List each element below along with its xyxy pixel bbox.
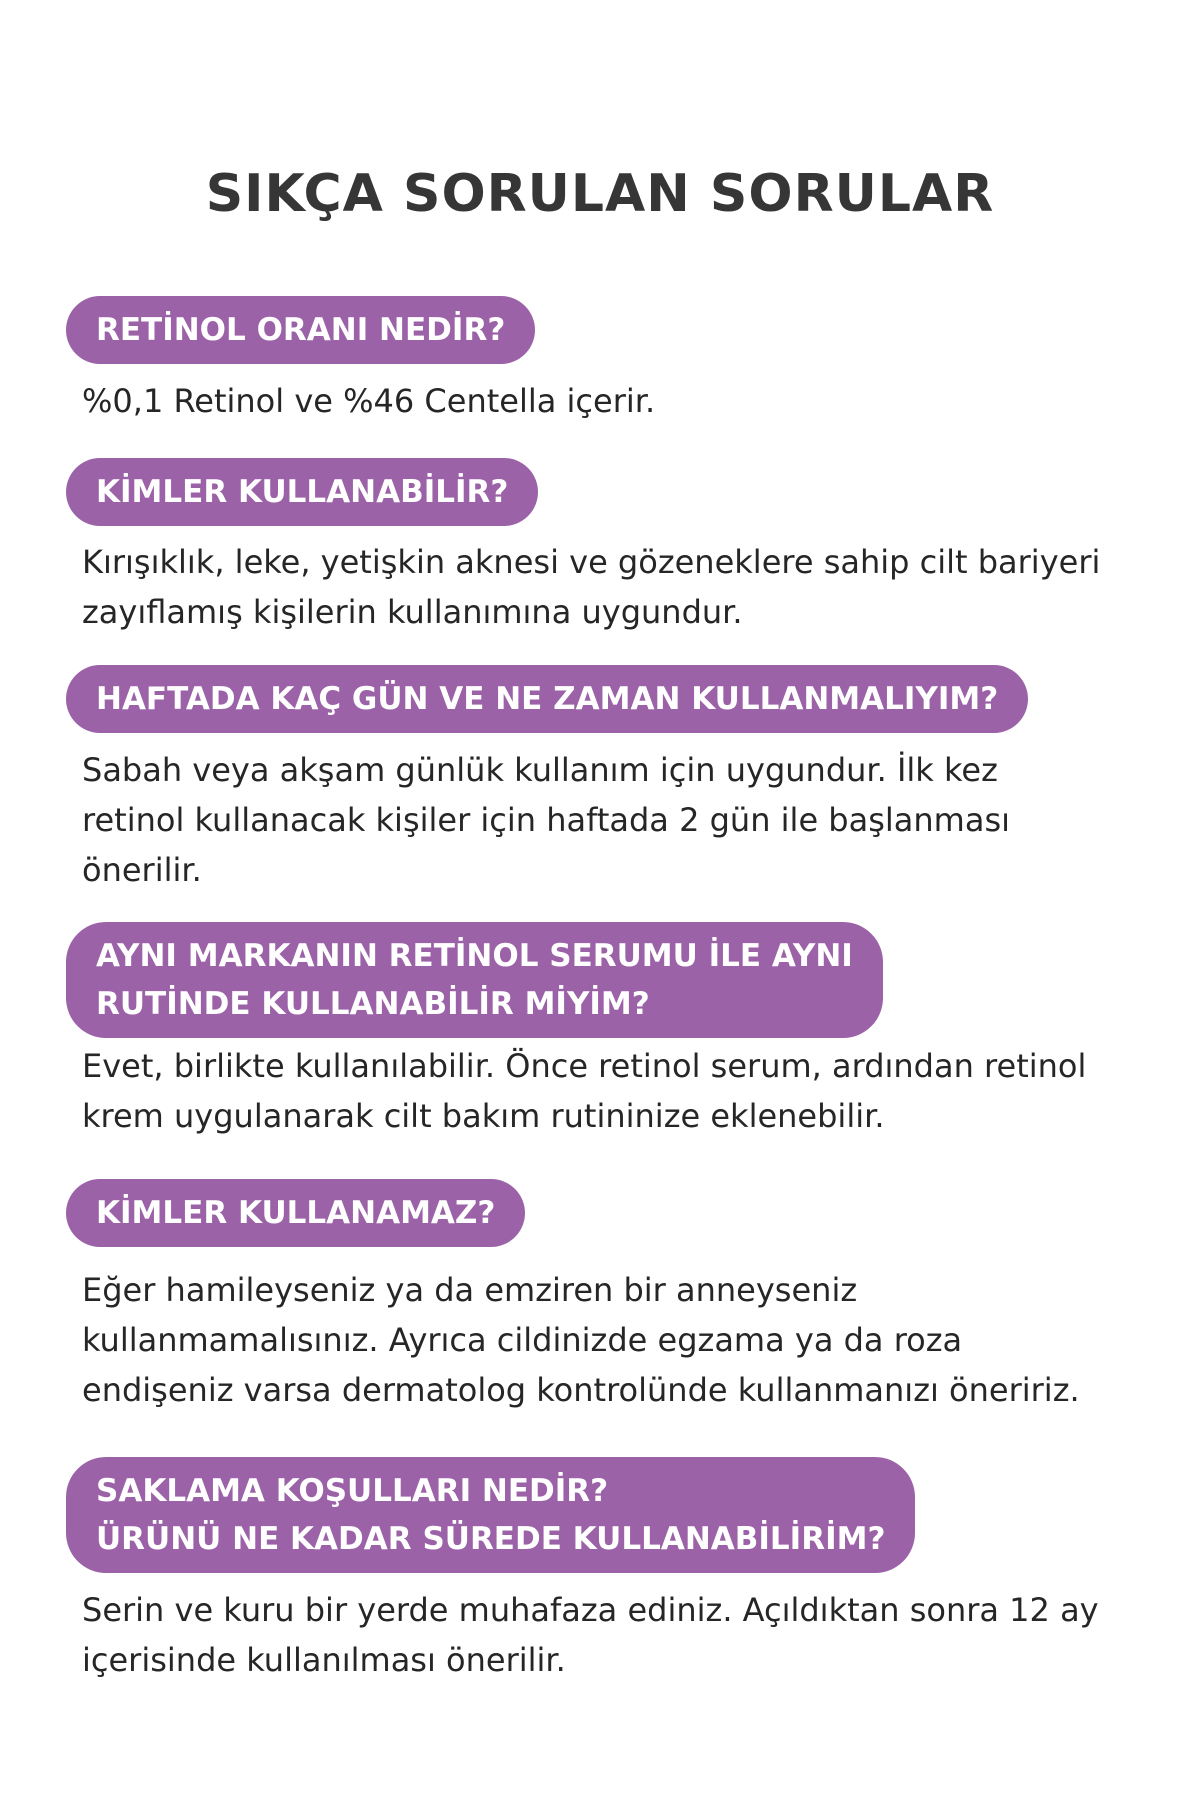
faq-question-4 (66, 922, 883, 1038)
faq-question-6-line-1: SAKLAMA KOŞULLARI NEDİR? (96, 1473, 609, 1509)
page-title: SIKÇA SORULAN SORULAR (205, 164, 995, 224)
faq-answer-3-line-2: retinol kullanacak kişiler için haftada 2 gün ile başlanması (82, 801, 1011, 839)
faq-answer-2-line-1: Kırışıklık, leke, yetişkin aknesi ve gözeneklere sahip cilt bariyeri (82, 543, 1101, 581)
faq-question-4-line-2: RUTİNDE KULLANABİLİR MİYİM? (96, 986, 650, 1022)
faq-question-3-line-1: HAFTADA KAÇ GÜN VE NE ZAMAN KULLANMALIYIM? (96, 681, 999, 717)
faq-answer-4-line-2: krem uygulanarak cilt bakım rutininize eklenebilir. (82, 1097, 885, 1135)
faq-answer-1-line-1: %0,1 Retinol ve %46 Centella içerir. (82, 382, 656, 420)
faq-answer-2-line-2: zayıflamış kişilerin kullanımına uygundur. (82, 593, 743, 631)
faq-answer-6-line-2: içerisinde kullanılması önerilir. (82, 1641, 566, 1679)
faq-question-1 (66, 296, 535, 364)
faq-answer-5 (82, 1265, 1142, 1415)
faq-answer-5-line-2: kullanmamalısınız. Ayrıca cildinizde egzama ya da roza (82, 1321, 963, 1359)
faq-answer-6-line-1: Serin ve kuru bir yerde muhafaza ediniz. Açıldıktan sonra 12 ay (82, 1591, 1099, 1629)
faq-answer-6 (82, 1585, 1142, 1685)
faq-question-2 (66, 458, 538, 526)
faq-answer-5-line-1: Eğer hamileyseniz ya da emziren bir anneyseniz (82, 1271, 858, 1309)
faq-question-1-line-1: RETİNOL ORANI NEDİR? (96, 312, 506, 348)
faq-question-5 (66, 1179, 525, 1247)
faq-question-2-line-1: KİMLER KULLANABİLİR? (96, 474, 509, 510)
faq-question-6-line-2: ÜRÜNÜ NE KADAR SÜREDE KULLANABİLİRİM? (96, 1521, 886, 1557)
faq-question-4-line-1: AYNI MARKANIN RETİNOL SERUMU İLE AYNI (96, 938, 853, 974)
faq-answer-5-line-3: endişeniz varsa dermatolog kontrolünde kullanmanızı öneririz. (82, 1371, 1080, 1409)
faq-question-3 (66, 665, 1028, 733)
faq-question-5-line-1: KİMLER KULLANAMAZ? (96, 1195, 496, 1231)
faq-answer-4 (82, 1041, 1142, 1141)
faq-question-6 (66, 1457, 915, 1573)
faq-answer-2 (82, 537, 1142, 637)
faq-answer-1 (82, 376, 1142, 426)
faq-answer-3-line-1: Sabah veya akşam günlük kullanım için uygundur. İlk kez (82, 751, 998, 789)
faq-answer-3 (82, 745, 1142, 895)
faq-answer-3-line-3: önerilir. (82, 851, 202, 889)
faq-answer-4-line-1: Evet, birlikte kullanılabilir. Önce retinol serum, ardından retinol (82, 1047, 1087, 1085)
